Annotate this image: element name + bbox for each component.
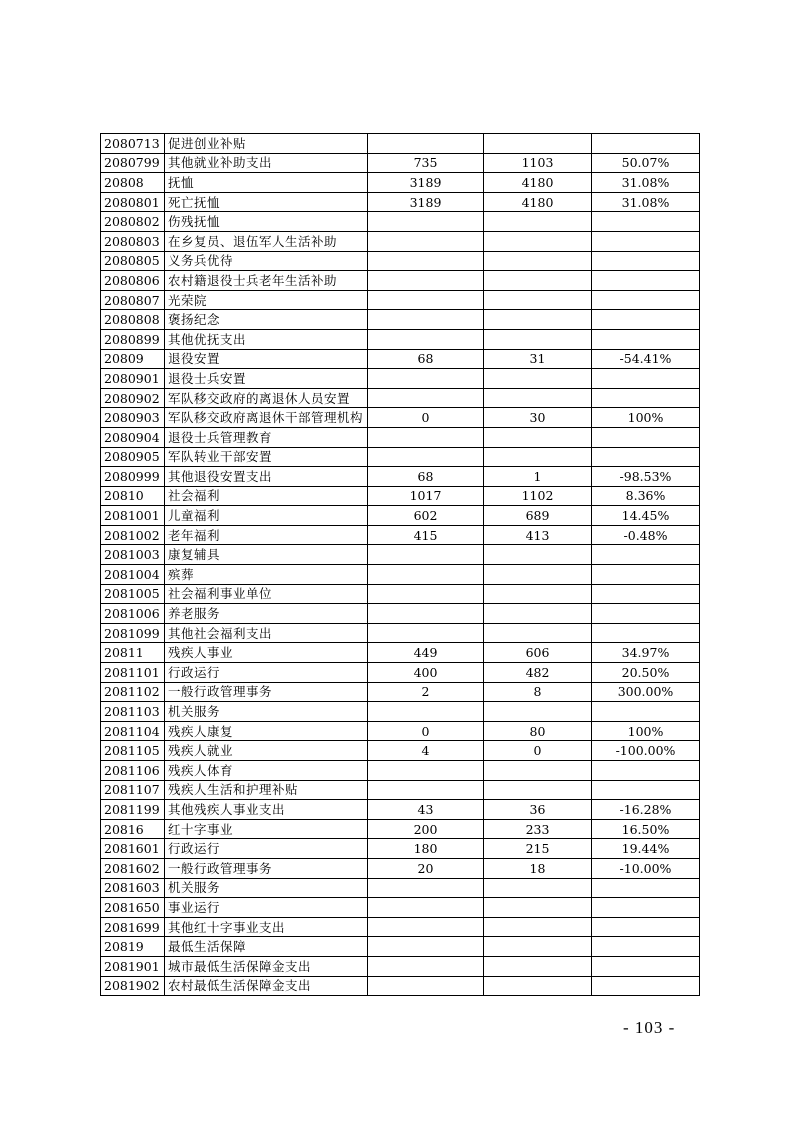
amount-prev-cell	[368, 604, 484, 624]
item-name-cell: 其他红十字事业支出	[165, 917, 368, 937]
amount-current-cell	[484, 917, 592, 937]
change-percent-cell	[592, 604, 700, 624]
item-name-cell: 退役安置	[165, 349, 368, 369]
amount-prev-cell	[368, 780, 484, 800]
change-percent-cell	[592, 565, 700, 585]
amount-current-cell	[484, 290, 592, 310]
amount-prev-cell	[368, 369, 484, 389]
amount-current-cell	[484, 212, 592, 232]
change-percent-cell: 31.08%	[592, 192, 700, 212]
table-row	[101, 251, 700, 271]
amount-prev-cell	[368, 702, 484, 722]
change-percent-cell: 8.36%	[592, 486, 700, 506]
amount-prev-cell: 3189	[368, 173, 484, 193]
amount-current-cell	[484, 584, 592, 604]
change-percent-cell: -98.53%	[592, 467, 700, 487]
amount-current-cell	[484, 604, 592, 624]
table-row	[101, 898, 700, 918]
item-name-cell: 行政运行	[165, 839, 368, 859]
budget-table	[100, 133, 700, 996]
item-name-cell: 行政运行	[165, 663, 368, 683]
amount-current-cell	[484, 369, 592, 389]
item-code-cell: 2081099	[101, 623, 165, 643]
item-name-cell: 在乡复员、退伍军人生活补助	[165, 231, 368, 251]
page-number: - 103 -	[623, 1018, 676, 1037]
amount-current-cell: 215	[484, 839, 592, 859]
item-code-cell: 2081105	[101, 741, 165, 761]
table-row	[101, 467, 700, 487]
change-percent-cell	[592, 878, 700, 898]
change-percent-cell	[592, 388, 700, 408]
table-row	[101, 937, 700, 957]
item-code-cell: 20809	[101, 349, 165, 369]
amount-current-cell: 80	[484, 721, 592, 741]
item-code-cell: 2080901	[101, 369, 165, 389]
change-percent-cell	[592, 134, 700, 154]
amount-current-cell: 1	[484, 467, 592, 487]
item-name-cell: 机关服务	[165, 878, 368, 898]
amount-current-cell	[484, 976, 592, 996]
amount-prev-cell: 68	[368, 467, 484, 487]
table-row	[101, 956, 700, 976]
item-name-cell: 其他社会福利支出	[165, 623, 368, 643]
table-row	[101, 663, 700, 683]
item-code-cell: 2080904	[101, 427, 165, 447]
amount-current-cell	[484, 310, 592, 330]
amount-prev-cell	[368, 917, 484, 937]
amount-prev-cell	[368, 212, 484, 232]
item-code-cell: 2081603	[101, 878, 165, 898]
change-percent-cell	[592, 369, 700, 389]
item-code-cell: 2080802	[101, 212, 165, 232]
item-name-cell: 光荣院	[165, 290, 368, 310]
item-code-cell: 2081004	[101, 565, 165, 585]
change-percent-cell	[592, 761, 700, 781]
change-percent-cell	[592, 290, 700, 310]
amount-prev-cell	[368, 898, 484, 918]
change-percent-cell	[592, 271, 700, 291]
item-name-cell: 退役士兵安置	[165, 369, 368, 389]
item-name-cell: 老年福利	[165, 525, 368, 545]
change-percent-cell	[592, 427, 700, 447]
table-row	[101, 369, 700, 389]
item-code-cell: 2080903	[101, 408, 165, 428]
item-code-cell: 2081650	[101, 898, 165, 918]
amount-current-cell: 31	[484, 349, 592, 369]
change-percent-cell	[592, 212, 700, 232]
item-code-cell: 2081005	[101, 584, 165, 604]
amount-prev-cell: 0	[368, 721, 484, 741]
item-name-cell: 养老服务	[165, 604, 368, 624]
change-percent-cell	[592, 780, 700, 800]
item-name-cell: 军队移交政府离退休干部管理机构	[165, 408, 368, 428]
table-row	[101, 329, 700, 349]
item-name-cell: 农村最低生活保障金支出	[165, 976, 368, 996]
item-code-cell: 20810	[101, 486, 165, 506]
amount-current-cell	[484, 231, 592, 251]
change-percent-cell: 16.50%	[592, 819, 700, 839]
amount-prev-cell	[368, 584, 484, 604]
amount-prev-cell	[368, 251, 484, 271]
amount-prev-cell: 43	[368, 800, 484, 820]
amount-current-cell	[484, 427, 592, 447]
table-row	[101, 604, 700, 624]
amount-prev-cell	[368, 427, 484, 447]
table-row	[101, 721, 700, 741]
change-percent-cell	[592, 623, 700, 643]
change-percent-cell: 14.45%	[592, 506, 700, 526]
amount-current-cell	[484, 329, 592, 349]
amount-prev-cell: 1017	[368, 486, 484, 506]
amount-current-cell	[484, 545, 592, 565]
item-name-cell: 其他就业补助支出	[165, 153, 368, 173]
item-code-cell: 2081003	[101, 545, 165, 565]
amount-current-cell	[484, 565, 592, 585]
item-code-cell: 2081001	[101, 506, 165, 526]
table-row	[101, 310, 700, 330]
item-name-cell: 最低生活保障	[165, 937, 368, 957]
item-code-cell: 2081006	[101, 604, 165, 624]
item-name-cell: 城市最低生活保障金支出	[165, 956, 368, 976]
amount-current-cell	[484, 878, 592, 898]
item-code-cell: 2081106	[101, 761, 165, 781]
item-name-cell: 褒扬纪念	[165, 310, 368, 330]
item-code-cell: 20816	[101, 819, 165, 839]
item-name-cell: 军队转业干部安置	[165, 447, 368, 467]
item-code-cell: 2081199	[101, 800, 165, 820]
amount-current-cell	[484, 937, 592, 957]
table-row	[101, 917, 700, 937]
table-row	[101, 976, 700, 996]
item-code-cell: 20808	[101, 173, 165, 193]
amount-current-cell: 689	[484, 506, 592, 526]
amount-current-cell: 413	[484, 525, 592, 545]
item-code-cell: 2081102	[101, 682, 165, 702]
change-percent-cell	[592, 310, 700, 330]
change-percent-cell	[592, 898, 700, 918]
item-name-cell: 其他残疾人事业支出	[165, 800, 368, 820]
item-name-cell: 伤残抚恤	[165, 212, 368, 232]
table-row	[101, 290, 700, 310]
table-row	[101, 427, 700, 447]
amount-current-cell	[484, 780, 592, 800]
change-percent-cell	[592, 545, 700, 565]
change-percent-cell: -16.28%	[592, 800, 700, 820]
change-percent-cell: 100%	[592, 408, 700, 428]
item-code-cell: 2081602	[101, 858, 165, 878]
item-code-cell: 2080807	[101, 290, 165, 310]
item-code-cell: 2081104	[101, 721, 165, 741]
amount-prev-cell: 200	[368, 819, 484, 839]
change-percent-cell	[592, 584, 700, 604]
amount-current-cell: 4180	[484, 173, 592, 193]
item-name-cell: 促进创业补贴	[165, 134, 368, 154]
table-row	[101, 231, 700, 251]
item-code-cell: 2081103	[101, 702, 165, 722]
table-row	[101, 506, 700, 526]
item-name-cell: 退役士兵管理教育	[165, 427, 368, 447]
change-percent-cell: 19.44%	[592, 839, 700, 859]
amount-current-cell: 606	[484, 643, 592, 663]
item-code-cell: 2080999	[101, 467, 165, 487]
amount-prev-cell	[368, 545, 484, 565]
change-percent-cell	[592, 702, 700, 722]
change-percent-cell	[592, 447, 700, 467]
item-name-cell: 其他优抚支出	[165, 329, 368, 349]
amount-current-cell	[484, 134, 592, 154]
item-name-cell: 农村籍退役士兵老年生活补助	[165, 271, 368, 291]
table-row	[101, 486, 700, 506]
amount-current-cell	[484, 271, 592, 291]
table-row	[101, 349, 700, 369]
table-row	[101, 388, 700, 408]
item-code-cell: 2080805	[101, 251, 165, 271]
item-name-cell: 机关服务	[165, 702, 368, 722]
item-name-cell: 社会福利	[165, 486, 368, 506]
item-code-cell: 2081601	[101, 839, 165, 859]
table-row	[101, 525, 700, 545]
amount-prev-cell	[368, 976, 484, 996]
change-percent-cell: -100.00%	[592, 741, 700, 761]
item-code-cell: 2080899	[101, 329, 165, 349]
item-name-cell: 残疾人事业	[165, 643, 368, 663]
amount-prev-cell	[368, 271, 484, 291]
change-percent-cell: 50.07%	[592, 153, 700, 173]
change-percent-cell: 100%	[592, 721, 700, 741]
item-code-cell: 2080713	[101, 134, 165, 154]
change-percent-cell: 31.08%	[592, 173, 700, 193]
amount-prev-cell	[368, 388, 484, 408]
amount-prev-cell: 449	[368, 643, 484, 663]
amount-prev-cell: 602	[368, 506, 484, 526]
amount-prev-cell	[368, 134, 484, 154]
amount-current-cell	[484, 956, 592, 976]
amount-prev-cell: 0	[368, 408, 484, 428]
item-code-cell: 2081107	[101, 780, 165, 800]
table-row	[101, 192, 700, 212]
amount-prev-cell: 4	[368, 741, 484, 761]
change-percent-cell: -10.00%	[592, 858, 700, 878]
amount-prev-cell	[368, 956, 484, 976]
item-name-cell: 一般行政管理事务	[165, 682, 368, 702]
amount-prev-cell	[368, 623, 484, 643]
item-name-cell: 残疾人康复	[165, 721, 368, 741]
item-name-cell: 死亡抚恤	[165, 192, 368, 212]
amount-prev-cell	[368, 761, 484, 781]
amount-current-cell: 233	[484, 819, 592, 839]
amount-current-cell: 4180	[484, 192, 592, 212]
amount-prev-cell	[368, 878, 484, 898]
item-code-cell: 2080905	[101, 447, 165, 467]
item-code-cell: 2080806	[101, 271, 165, 291]
amount-current-cell: 8	[484, 682, 592, 702]
amount-prev-cell	[368, 290, 484, 310]
table-row	[101, 173, 700, 193]
amount-current-cell	[484, 623, 592, 643]
amount-prev-cell: 735	[368, 153, 484, 173]
table-row	[101, 623, 700, 643]
amount-current-cell: 36	[484, 800, 592, 820]
item-name-cell: 红十字事业	[165, 819, 368, 839]
amount-current-cell: 30	[484, 408, 592, 428]
table-row	[101, 447, 700, 467]
table-row	[101, 565, 700, 585]
item-name-cell: 殡葬	[165, 565, 368, 585]
table-row	[101, 761, 700, 781]
item-code-cell: 2080808	[101, 310, 165, 330]
item-code-cell: 2081699	[101, 917, 165, 937]
change-percent-cell	[592, 976, 700, 996]
amount-prev-cell	[368, 329, 484, 349]
amount-prev-cell: 68	[368, 349, 484, 369]
item-code-cell: 2081902	[101, 976, 165, 996]
item-name-cell: 一般行政管理事务	[165, 858, 368, 878]
item-name-cell: 义务兵优待	[165, 251, 368, 271]
item-name-cell: 社会福利事业单位	[165, 584, 368, 604]
table-row	[101, 643, 700, 663]
item-name-cell: 抚恤	[165, 173, 368, 193]
amount-current-cell	[484, 251, 592, 271]
item-name-cell: 军队移交政府的离退休人员安置	[165, 388, 368, 408]
table-row	[101, 153, 700, 173]
item-name-cell: 儿童福利	[165, 506, 368, 526]
change-percent-cell: -0.48%	[592, 525, 700, 545]
table-row	[101, 780, 700, 800]
change-percent-cell	[592, 251, 700, 271]
amount-prev-cell	[368, 310, 484, 330]
change-percent-cell	[592, 937, 700, 957]
item-name-cell: 康复辅具	[165, 545, 368, 565]
amount-current-cell	[484, 898, 592, 918]
item-code-cell: 2080803	[101, 231, 165, 251]
change-percent-cell	[592, 231, 700, 251]
table-row	[101, 134, 700, 154]
change-percent-cell	[592, 956, 700, 976]
item-code-cell: 2081002	[101, 525, 165, 545]
amount-current-cell: 1102	[484, 486, 592, 506]
item-name-cell: 残疾人生活和护理补贴	[165, 780, 368, 800]
table-row	[101, 741, 700, 761]
amount-prev-cell: 20	[368, 858, 484, 878]
table-row	[101, 878, 700, 898]
table-row	[101, 271, 700, 291]
item-name-cell: 残疾人体育	[165, 761, 368, 781]
change-percent-cell: 20.50%	[592, 663, 700, 683]
amount-prev-cell	[368, 231, 484, 251]
table-row	[101, 212, 700, 232]
amount-prev-cell: 3189	[368, 192, 484, 212]
table-row	[101, 819, 700, 839]
change-percent-cell: 300.00%	[592, 682, 700, 702]
amount-current-cell	[484, 388, 592, 408]
table-row	[101, 584, 700, 604]
item-code-cell: 2081901	[101, 956, 165, 976]
amount-current-cell: 482	[484, 663, 592, 683]
item-code-cell: 2080801	[101, 192, 165, 212]
table-row	[101, 702, 700, 722]
item-code-cell: 2080799	[101, 153, 165, 173]
change-percent-cell	[592, 917, 700, 937]
table-row	[101, 545, 700, 565]
change-percent-cell: 34.97%	[592, 643, 700, 663]
item-code-cell: 20819	[101, 937, 165, 957]
amount-current-cell	[484, 761, 592, 781]
item-name-cell: 事业运行	[165, 898, 368, 918]
amount-prev-cell	[368, 937, 484, 957]
table-row	[101, 408, 700, 428]
amount-prev-cell: 415	[368, 525, 484, 545]
amount-prev-cell: 2	[368, 682, 484, 702]
item-code-cell: 2081101	[101, 663, 165, 683]
item-name-cell: 其他退役安置支出	[165, 467, 368, 487]
amount-current-cell: 0	[484, 741, 592, 761]
table-body	[101, 134, 700, 996]
table-row	[101, 682, 700, 702]
amount-current-cell: 1103	[484, 153, 592, 173]
amount-prev-cell: 400	[368, 663, 484, 683]
change-percent-cell	[592, 329, 700, 349]
amount-prev-cell	[368, 565, 484, 585]
item-code-cell: 2080902	[101, 388, 165, 408]
table-row	[101, 839, 700, 859]
amount-current-cell	[484, 702, 592, 722]
change-percent-cell: -54.41%	[592, 349, 700, 369]
item-code-cell: 20811	[101, 643, 165, 663]
amount-current-cell: 18	[484, 858, 592, 878]
item-name-cell: 残疾人就业	[165, 741, 368, 761]
amount-current-cell	[484, 447, 592, 467]
table-row	[101, 858, 700, 878]
amount-prev-cell: 180	[368, 839, 484, 859]
amount-prev-cell	[368, 447, 484, 467]
table-row	[101, 800, 700, 820]
